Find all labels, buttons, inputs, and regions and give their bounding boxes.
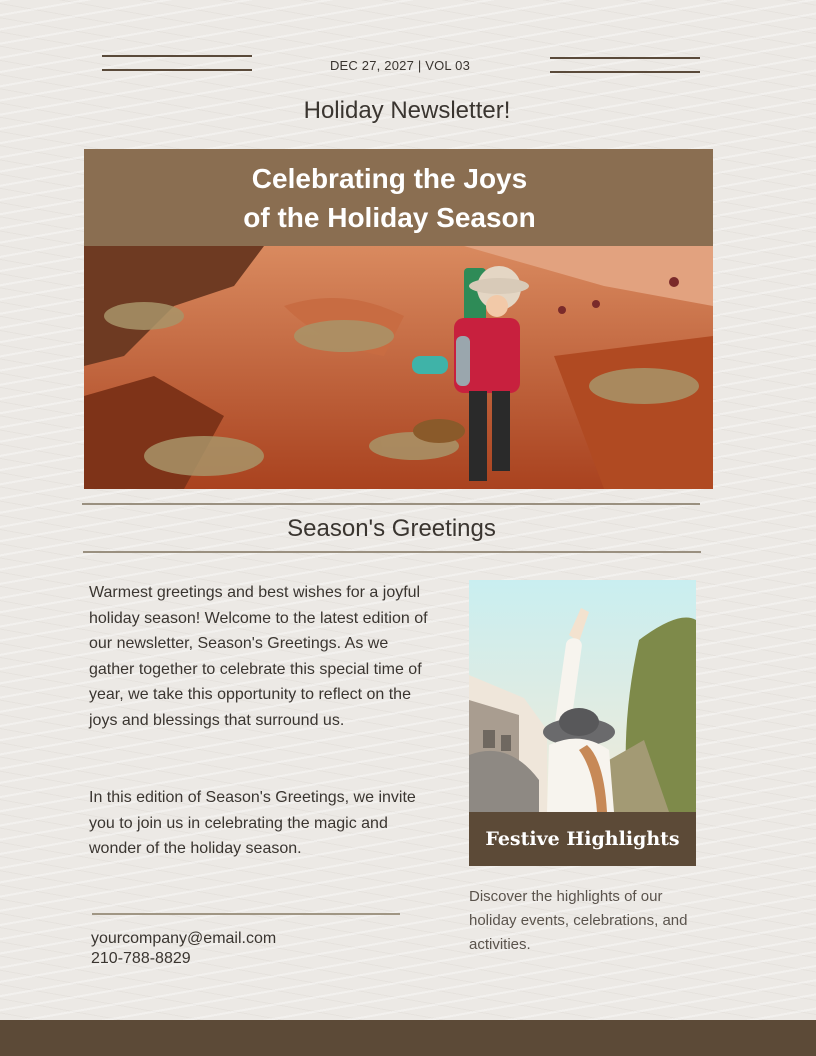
hero-hiker-photo	[84, 246, 713, 489]
contact-rule	[92, 913, 400, 915]
dateline: DEC 27, 2027 | VOL 03	[329, 58, 471, 73]
section-rule-bottom	[83, 551, 701, 553]
hero-headline-line1: Celebrating the Joys	[251, 162, 528, 194]
edition-paragraph: In this edition of Season's Greetings, we invite you to join us in celebrating the magic and wonder of the holiday season.	[89, 789, 416, 858]
hero-banner	[84, 149, 713, 246]
greeting-paragraph: Warmest greetings and best wishes for a joyful holiday season! Welcome to the latest edition of our newsletter, Season's Greetings. As we gather together to celebrate this special time of year, we take this opportunity to reflect on the joys and blessings that surround us.	[89, 584, 428, 729]
section-rule-top	[82, 503, 700, 505]
festive-photo	[469, 580, 696, 812]
contact-email: yourcompany@email.com	[91, 930, 277, 947]
hiker-photo-illustration	[84, 246, 713, 489]
hero-headline-line2: of the Holiday Season	[243, 201, 536, 233]
festive-photo-illustration	[469, 580, 696, 812]
festive-highlights-banner	[469, 812, 696, 866]
footer-bar	[0, 1020, 816, 1056]
contact-phone: 210-788-8829	[91, 950, 191, 967]
festive-highlights-label: Festive Highlights	[485, 828, 680, 850]
section-heading: Season's Greetings	[287, 515, 496, 542]
highlights-description: Discover the highlights of our holiday events, celebrations, and activities.	[469, 888, 688, 953]
hero-headline	[243, 159, 536, 237]
newsletter-title: Holiday Newsletter!	[303, 97, 511, 124]
